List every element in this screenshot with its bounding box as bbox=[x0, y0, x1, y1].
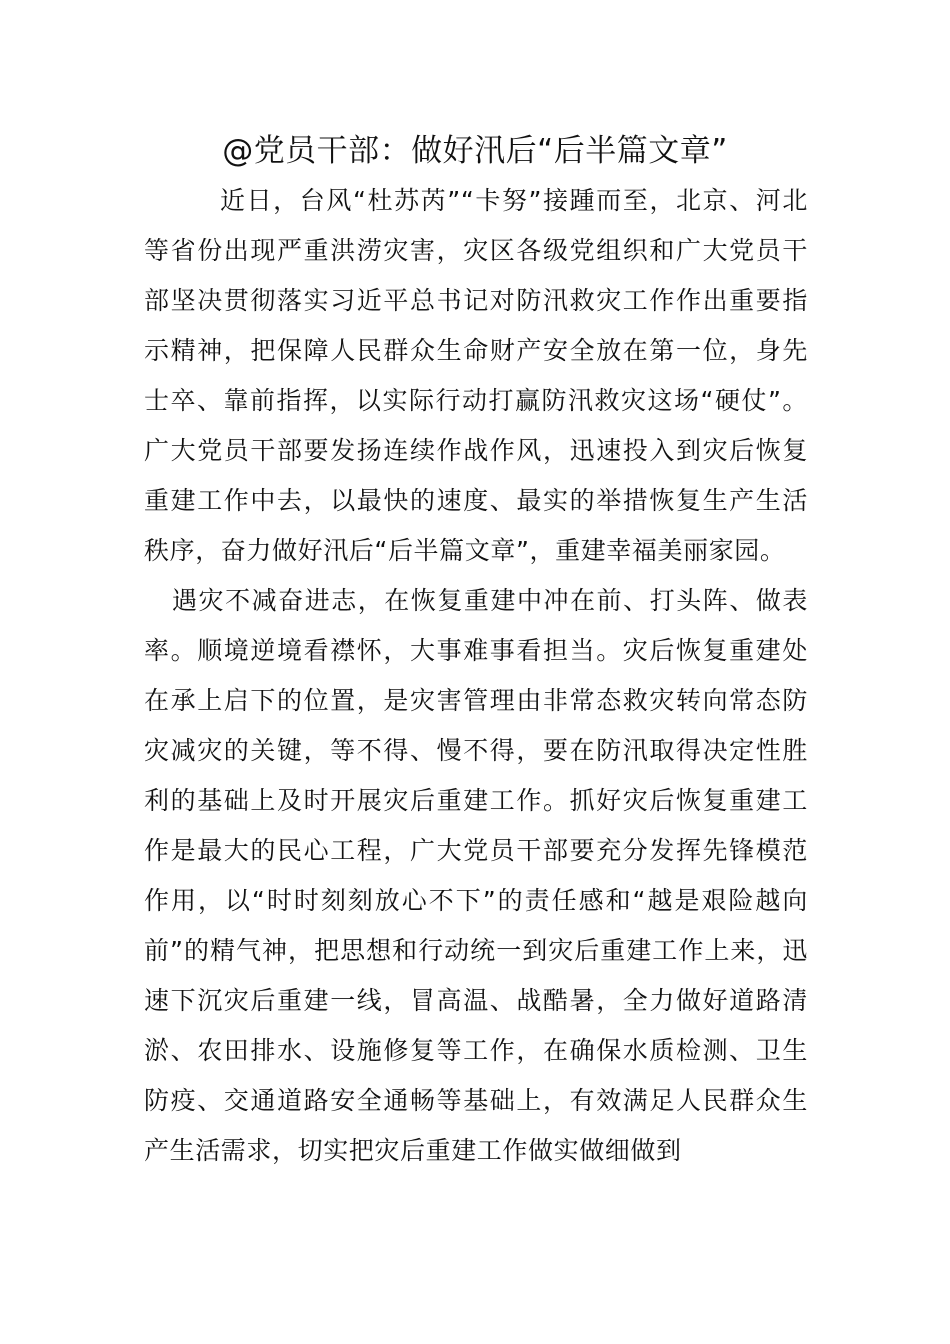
paragraph-1: 近日，台风“杜苏芮”“卡努”接踵而至，北京、河北等省份出现严重洪涝灾害，灾区各级党组织和广大党员干部坚决贯彻落实习近平总书记对防汛救灾工作作出重要指示精神，把保障人民群众生命财产安全放在第一位，身先士卒、靠前指挥，以实际行动打赢防汛救灾这场“硬仗”。广大党员干部要发扬连续作战作风，迅速投入到灾后恢复重建工作中去，以最快的速度、最实的举措恢复生产生活秩序，奋力做好汛后“后半篇文章”，重建幸福美丽家园。 bbox=[144, 186, 808, 565]
paragraph-2: 遇灾不减奋进志，在恢复重建中冲在前、打头阵、做表率。顺境逆境看襟怀，大事难事看担当。灾后恢复重建处在承上启下的位置，是灾害管理由非常态救灾转向常态防灾减灾的关键，等不得、慢不得，要在防汛取得决定性胜利的基础上及时开展灾后重建工作。抓好灾后恢复重建工作是最大的民心工程，广大党员干部要充分发挥先锋模范作用，以“时时刻刻放心不下”的责任感和“越是艰险越向前”的精气神，把思想和行动统一到灾后重建工作上来，迅速下沉灾后重建一线，冒高温、战酷暑，全力做好道路清淤、农田排水、设施修复等工作，在确保水质检测、卫生防疫、交通道路安全通畅等基础上，有效满足人民群众生产生活需求，切实把灾后重建工作做实做细做到 bbox=[144, 586, 808, 1165]
document-body bbox=[144, 176, 808, 1176]
document-title: @党员干部：做好汛后“后半篇文章” bbox=[222, 133, 728, 169]
